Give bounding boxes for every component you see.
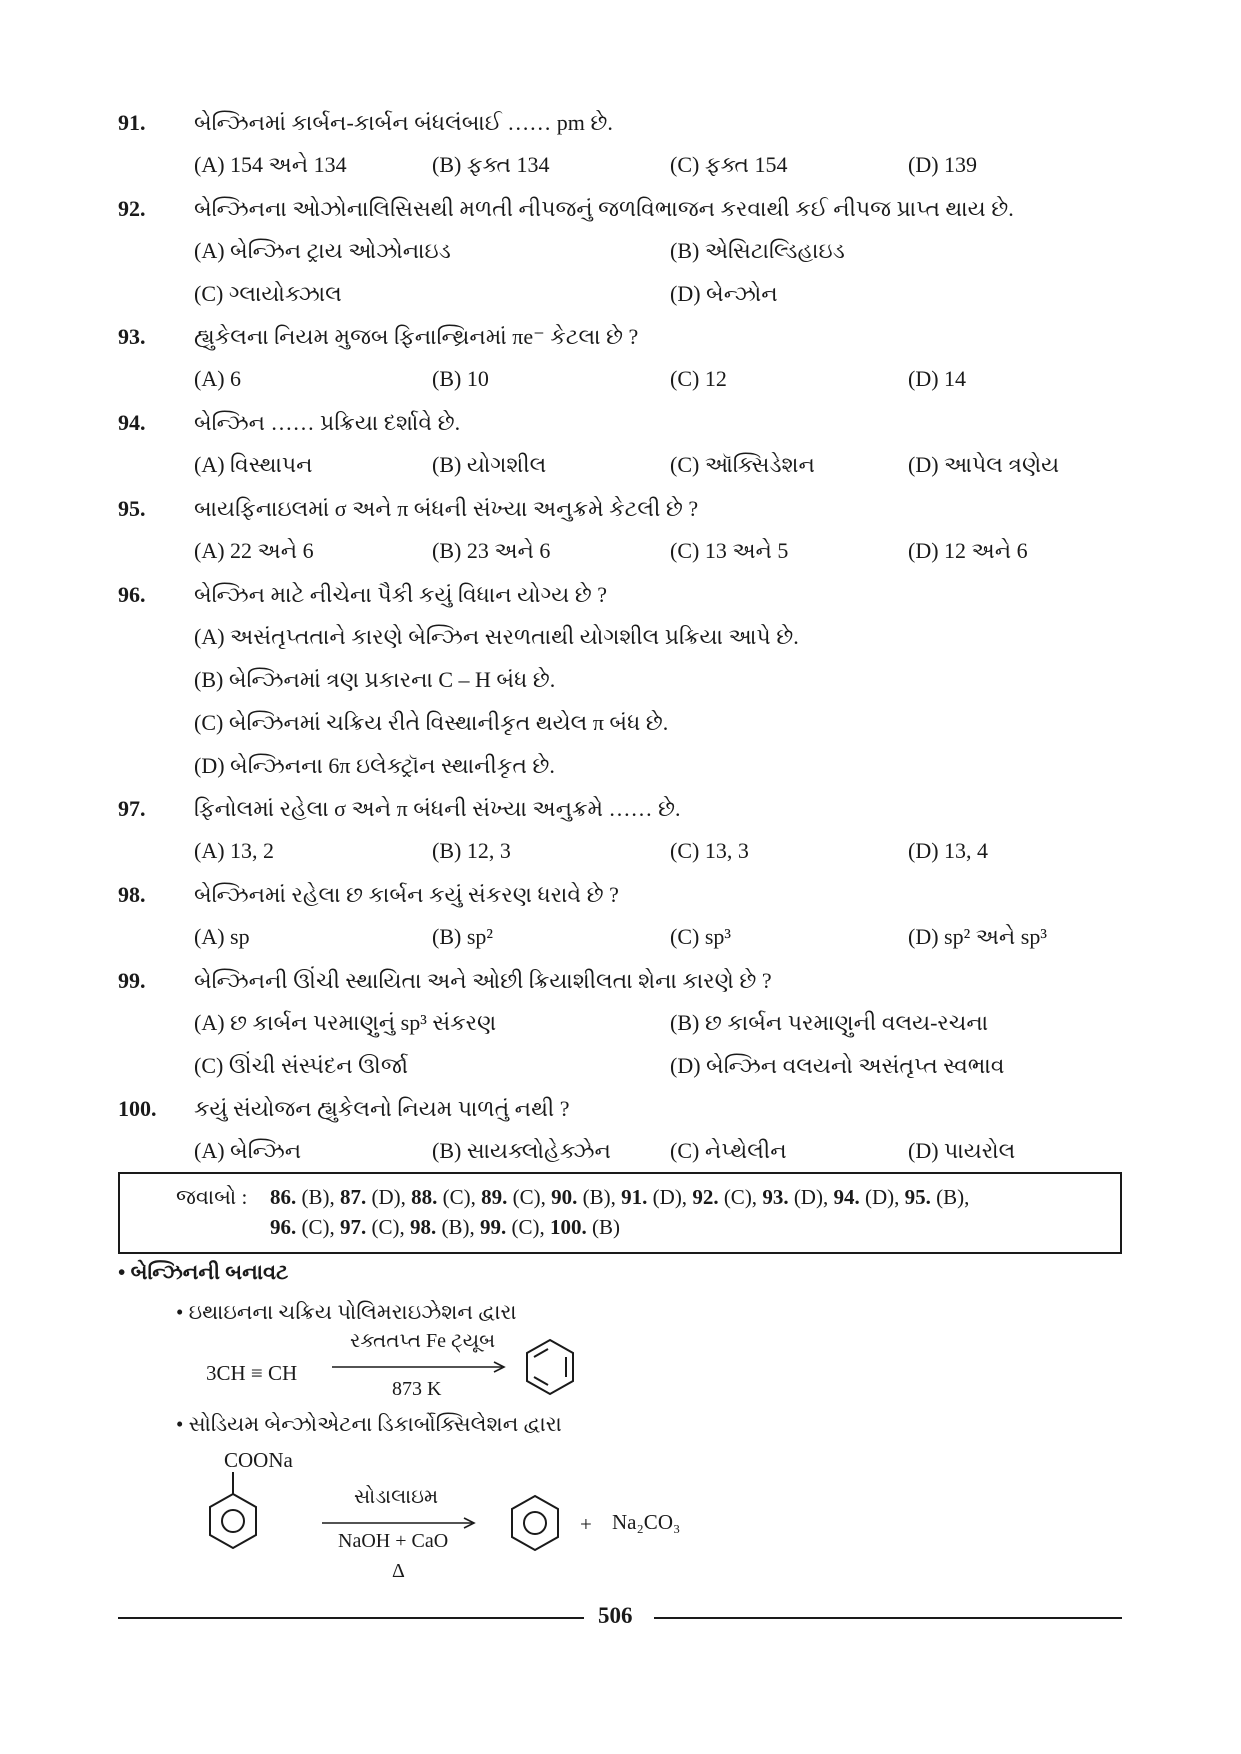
option-a: (A) છ કાર્બન પરમાણુનું sp³ સંકરણ xyxy=(194,1010,497,1035)
reaction-1-condition-below: 873 K xyxy=(392,1378,442,1400)
method-1-title: • ઇથાઇનના ચક્રિય પોલિમરાઇઝેશન દ્વારા xyxy=(176,1300,517,1324)
option-c: (C) 13, 3 xyxy=(670,838,749,863)
answer-key-line-2 xyxy=(270,1212,620,1242)
option-b: (B) યોગશીલ xyxy=(432,452,547,477)
answer-question-number: 88. xyxy=(411,1185,438,1209)
question-text: બાયફિનાઇલમાં σ અને π બંધની સંખ્યા અનુક્રમે કેટલી છે ? xyxy=(194,496,699,521)
option-c: (C) ઊંચી સંસ્પંદન ઊર્જા xyxy=(194,1053,409,1078)
question-text: ફિનોલમાં રહેલા σ અને π બંધની સંખ્યા અનુક્રમે …… છે. xyxy=(194,796,681,821)
reaction-2-arrow xyxy=(322,1516,482,1530)
option-c: (C) ફક્ત 154 xyxy=(670,152,788,177)
footer-rule-right xyxy=(654,1617,1122,1619)
reaction-2-heat: Δ xyxy=(392,1560,405,1582)
option-d: (D) 139 xyxy=(908,152,978,177)
reaction-2-condition-above: સોડાલાઇમ xyxy=(354,1486,439,1508)
option-d: (D) sp² અને sp³ xyxy=(908,924,1047,949)
option-d: (D) 12 અને 6 xyxy=(908,538,1028,563)
answer-key-box xyxy=(118,1172,1122,1254)
answer-question-number: 86. xyxy=(270,1185,297,1209)
answer-choice: (C), xyxy=(511,1215,545,1239)
answer-question-number: 87. xyxy=(340,1185,367,1209)
answer-question-number: 94. xyxy=(833,1185,860,1209)
option-b: (B) ફક્ત 134 xyxy=(432,152,550,177)
option-b: (B) છ કાર્બન પરમાણુની વલય-રચના xyxy=(670,1010,989,1035)
option-c: (C) ગ્લાયોક્ઝાલ xyxy=(194,281,342,306)
answer-choice: (D), xyxy=(864,1185,900,1209)
option-d: (D) 13, 4 xyxy=(908,838,989,863)
answer-choice: (B), xyxy=(441,1215,475,1239)
answer-question-number: 98. xyxy=(410,1215,437,1239)
answer-choice: (C), xyxy=(371,1215,405,1239)
question-number: 100. xyxy=(118,1096,157,1121)
option-d: (D) પાયરોલ xyxy=(908,1138,1016,1163)
question-text: બેન્ઝિનમાં કાર્બન-કાર્બન બંધલંબાઈ …… pm છે. xyxy=(194,110,613,135)
option-a: (A) અસંતૃપ્તતાને કારણે બેન્ઝિન સરળતાથી યોગશીલ પ્રક્રિયા આપે છે. xyxy=(194,624,799,649)
reaction-2-byproduct: Na₂CO₃ xyxy=(612,1510,681,1534)
section-heading: • બેન્ઝિનની બનાવટ xyxy=(118,1260,289,1284)
option-b: (B) સાયક્લોહેક્ઝેન xyxy=(432,1138,611,1163)
question-text: બેન્ઝિન …… પ્રક્રિયા દર્શાવે છે. xyxy=(194,410,461,435)
answer-key-label: જવાબો : xyxy=(176,1185,248,1209)
answer-key-line-1 xyxy=(270,1182,969,1212)
option-b: (B) એસિટાલ્ડિહાઇડ xyxy=(670,238,845,263)
option-a: (A) 13, 2 xyxy=(194,838,275,863)
option-a: (A) બેન્ઝિન xyxy=(194,1138,302,1163)
option-c: (C) ઑક્સિડેશન xyxy=(670,452,815,477)
option-a: (A) બેન્ઝિન ટ્રાય ઓઝોનાઇડ xyxy=(194,238,451,263)
sodium-benzoate-ring xyxy=(206,1470,260,1552)
answer-choice: (D), xyxy=(652,1185,688,1209)
option-c: (C) 13 અને 5 xyxy=(670,538,789,563)
benzene-product-ring xyxy=(508,1494,562,1552)
answer-question-number: 99. xyxy=(480,1215,507,1239)
answer-choice: (B), xyxy=(582,1185,616,1209)
benzene-kekule-ring xyxy=(524,1338,576,1396)
question-number: 91. xyxy=(118,110,146,135)
option-c: (C) 12 xyxy=(670,366,727,391)
question-number: 96. xyxy=(118,582,146,607)
answer-choice: (B), xyxy=(936,1185,970,1209)
reaction-1-condition-above: રક્તતપ્ત Fe ટ્યૂબ xyxy=(350,1330,496,1352)
reaction-1-arrow xyxy=(332,1360,512,1374)
option-a: (A) વિસ્થાપન xyxy=(194,452,313,477)
answer-choice: (C), xyxy=(723,1185,758,1209)
answer-question-number: 92. xyxy=(692,1185,719,1209)
option-a: (A) 6 xyxy=(194,366,242,391)
answer-question-number: 89. xyxy=(481,1185,508,1209)
option-c: (C) sp³ xyxy=(670,924,731,949)
answer-question-number: 95. xyxy=(904,1185,931,1209)
method-2-title: • સોડિયમ બેન્ઝોએટના ડિકાર્બોક્સિલેશન દ્વારા xyxy=(176,1412,562,1436)
answer-question-number: 97. xyxy=(340,1215,367,1239)
answer-choice: (C), xyxy=(301,1215,335,1239)
option-b: (B) બેન્ઝિનમાં ત્રણ પ્રકારના C – H બંધ છે. xyxy=(194,667,556,692)
option-a: (A) 154 અને 134 xyxy=(194,152,347,177)
option-c: (C) બેન્ઝિનમાં ચક્રિય રીતે વિસ્થાનીકૃત થયેલ π બંધ છે. xyxy=(194,710,669,735)
option-b: (B) 23 અને 6 xyxy=(432,538,551,563)
option-b: (B) sp² xyxy=(432,924,493,949)
option-b: (B) 12, 3 xyxy=(432,838,511,863)
option-d: (D) આપેલ ત્રણેય xyxy=(908,452,1060,477)
question-number: 98. xyxy=(118,882,146,907)
answer-choice: (B) xyxy=(592,1215,620,1239)
question-text: બેન્ઝિનની ઊંચી સ્થાયિતા અને ઓછી ક્રિયાશીલતા શેના કારણે છે ? xyxy=(194,968,772,993)
reaction-1-reactant: 3CH ≡ CH xyxy=(206,1361,298,1385)
question-text: બેન્ઝિન માટે નીચેના પૈકી કયું વિધાન યોગ્ય છે ? xyxy=(194,582,607,607)
question-text: બેન્ઝિનમાં રહેલા છ કાર્બન કયું સંકરણ ધરાવે છે ? xyxy=(194,882,619,907)
answer-choice: (C), xyxy=(442,1185,476,1209)
question-number: 99. xyxy=(118,968,146,993)
answer-question-number: 93. xyxy=(762,1185,789,1209)
reaction-2-plus: + xyxy=(580,1512,592,1536)
reaction-2-substituent: COONa xyxy=(224,1448,293,1472)
answer-choice: (C), xyxy=(512,1185,546,1209)
option-d: (D) બેન્ઝોન xyxy=(670,281,778,306)
question-text: કયું સંયોજન હ્યુકેલનો નિયમ પાળતું નથી ? xyxy=(194,1096,570,1121)
option-b: (B) 10 xyxy=(432,366,489,391)
question-number: 95. xyxy=(118,496,146,521)
question-number: 97. xyxy=(118,796,146,821)
answer-question-number: 96. xyxy=(270,1215,297,1239)
answer-choice: (D), xyxy=(793,1185,829,1209)
question-number: 94. xyxy=(118,410,146,435)
answer-question-number: 91. xyxy=(621,1185,648,1209)
question-text: હ્યુકેલના નિયમ મુજબ ફિનાન્થ્રિનમાં πe⁻ કેટલા છે ? xyxy=(194,324,639,349)
answer-choice: (B), xyxy=(301,1185,335,1209)
question-text: બેન્ઝિનના ઓઝોનાલિસિસથી મળતી નીપજનું જળવિભાજન કરવાથી કઈ નીપજ પ્રાપ્ત થાય છે. xyxy=(194,196,1014,221)
option-a: (A) sp xyxy=(194,924,250,949)
page-number: 506 xyxy=(598,1603,633,1628)
answer-question-number: 90. xyxy=(551,1185,578,1209)
answer-choice: (D), xyxy=(371,1185,406,1209)
option-a: (A) 22 અને 6 xyxy=(194,538,314,563)
option-d: (D) બેન્ઝિનના 6π ઇલેક્ટ્રૉન સ્થાનીકૃત છે. xyxy=(194,753,555,778)
option-c: (C) નેપ્થેલીન xyxy=(670,1138,787,1163)
option-d: (D) બેન્ઝિન વલયનો અસંતૃપ્ત સ્વભાવ xyxy=(670,1053,1005,1078)
answer-question-number: 100. xyxy=(550,1215,587,1239)
question-number: 92. xyxy=(118,196,146,221)
option-d: (D) 14 xyxy=(908,366,967,391)
reaction-2-condition-below: NaOH + CaO xyxy=(338,1530,449,1552)
footer-rule-left xyxy=(118,1617,584,1619)
question-number: 93. xyxy=(118,324,146,349)
